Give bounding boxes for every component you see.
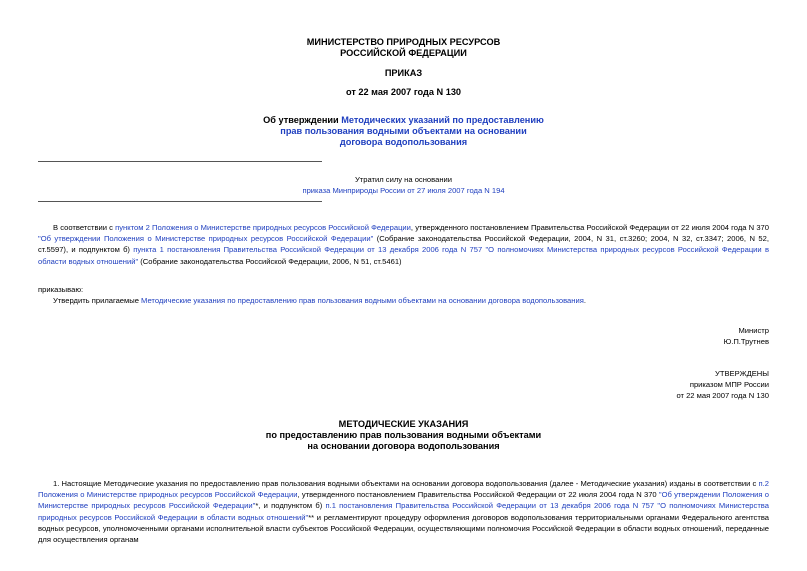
divider-bottom (38, 201, 322, 202)
preamble-link-1[interactable]: пунктом 2 Положения о Министерстве природных ресурсов Российской Федерации (115, 223, 411, 232)
preamble-text-3: (Собрание законодательства Российской Федерации, 2004, N 31, ст.3260; 2004, N 32, ст.3347; 2006, N 52, ст.5597), и подпунктом б) (38, 234, 769, 255)
doc-type: ПРИКАЗ (384, 68, 423, 78)
item1-link-1[interactable]: п.2 Положения о Министерстве природных ресурсов Российской Федерации (38, 479, 769, 500)
doc-date: от 22 мая 2007 года N 130 (345, 87, 462, 97)
signature-position: Министр (738, 326, 769, 335)
item1-link-3[interactable]: п.1 постановления Правительства Российской Федерации от 13 декабря 2006 года N 757 "О полномочиях Министерства природных ресурсов Российской Федерации в области водных отношений" (38, 501, 769, 522)
preamble-link-2[interactable]: "Об утверждении Положения о Министерстве природных ресурсов Российской Федерации" (38, 234, 374, 244)
approval-line-3: от 22 мая 2007 года N 130 (676, 391, 769, 400)
signature-name: Ю.П.Трутнев (723, 337, 769, 346)
divider-top (38, 161, 322, 162)
order-text-2: . (583, 296, 586, 305)
preamble-link-3[interactable]: пункта 1 постановления Правительства Российской Федерации от 13 декабря 2006 года N 757 "О полномочиях Министерства природных ресурсов Российской Федерации в области водных отношений" (38, 245, 769, 266)
preamble-paragraph (38, 222, 769, 267)
preamble-text-4: (Собрание законодательства Российской Федерации, 2006, N 51, ст.5461) (138, 256, 402, 266)
preamble-text-2: , утвержденного постановлением Правительства Российской Федерации от 22 июля 2004 года N 370 (410, 223, 769, 232)
item1-link-2[interactable]: "Об утверждении Положения о Министерстве природных ресурсов Российской Федерации" (38, 490, 769, 511)
title-link-line-2[interactable]: прав пользования водными объектами на основании (280, 126, 527, 136)
status-link[interactable]: приказа Минприроды России от 27 июля 2007 года N 194 (302, 186, 505, 195)
title-link[interactable]: Методических указаний по предоставлению (341, 115, 544, 125)
preamble-text-1: В соответствии с (53, 223, 116, 232)
item1-text-1: 1. Настоящие Методические указания по предоставлению прав пользования водными объектами на основании договора водопользования (далее - Методические указания) изданы в соответствии с (53, 479, 759, 488)
title-link-line-3[interactable]: договора водопользования (339, 137, 468, 147)
methods-title-3: на основании договора водопользования (307, 441, 500, 451)
approval-line-2: приказом МПР России (689, 380, 769, 389)
methods-title-2: по предоставлению прав пользования водными объектами (265, 430, 542, 440)
order-word: приказываю: (38, 285, 84, 294)
methods-title-1: МЕТОДИЧЕСКИЕ УКАЗАНИЯ (338, 419, 469, 429)
item1-text-3: *, и подпунктом б) (255, 501, 326, 511)
order-link[interactable]: Методические указания по предоставлению прав пользования водными объектами на основании договора водопользования (141, 296, 584, 305)
ministry-line-2: РОССИЙСКОЙ ФЕДЕРАЦИИ (340, 48, 467, 58)
item1-text-4: ** и регламентируют процедуру оформления договоров водопользования территориальными органами Федерального агентства водных ресурсов, уполномоченными органами исполнительной власти субъектов Российской Федерации, осуществляющими полномочия Российской Федерации в области водных отношений, переданные для осуществления органам (38, 512, 769, 545)
status-line: Утратил силу на основании (354, 175, 453, 184)
title-prefix: Об утверждении (263, 115, 342, 125)
ministry-line-1: МИНИСТЕРСТВО ПРИРОДНЫХ РЕСУРСОВ (306, 37, 501, 47)
item-1-paragraph (38, 478, 769, 545)
order-paragraph (53, 295, 769, 306)
item1-text-2: , утвержденного постановлением Правительства Российской Федерации от 22 июля 2004 года N 370 (297, 490, 659, 500)
approval-line-1: УТВЕРЖДЕНЫ (715, 369, 769, 378)
doc-title (0, 115, 807, 148)
order-text-1: Утвердить прилагаемые (53, 296, 142, 305)
